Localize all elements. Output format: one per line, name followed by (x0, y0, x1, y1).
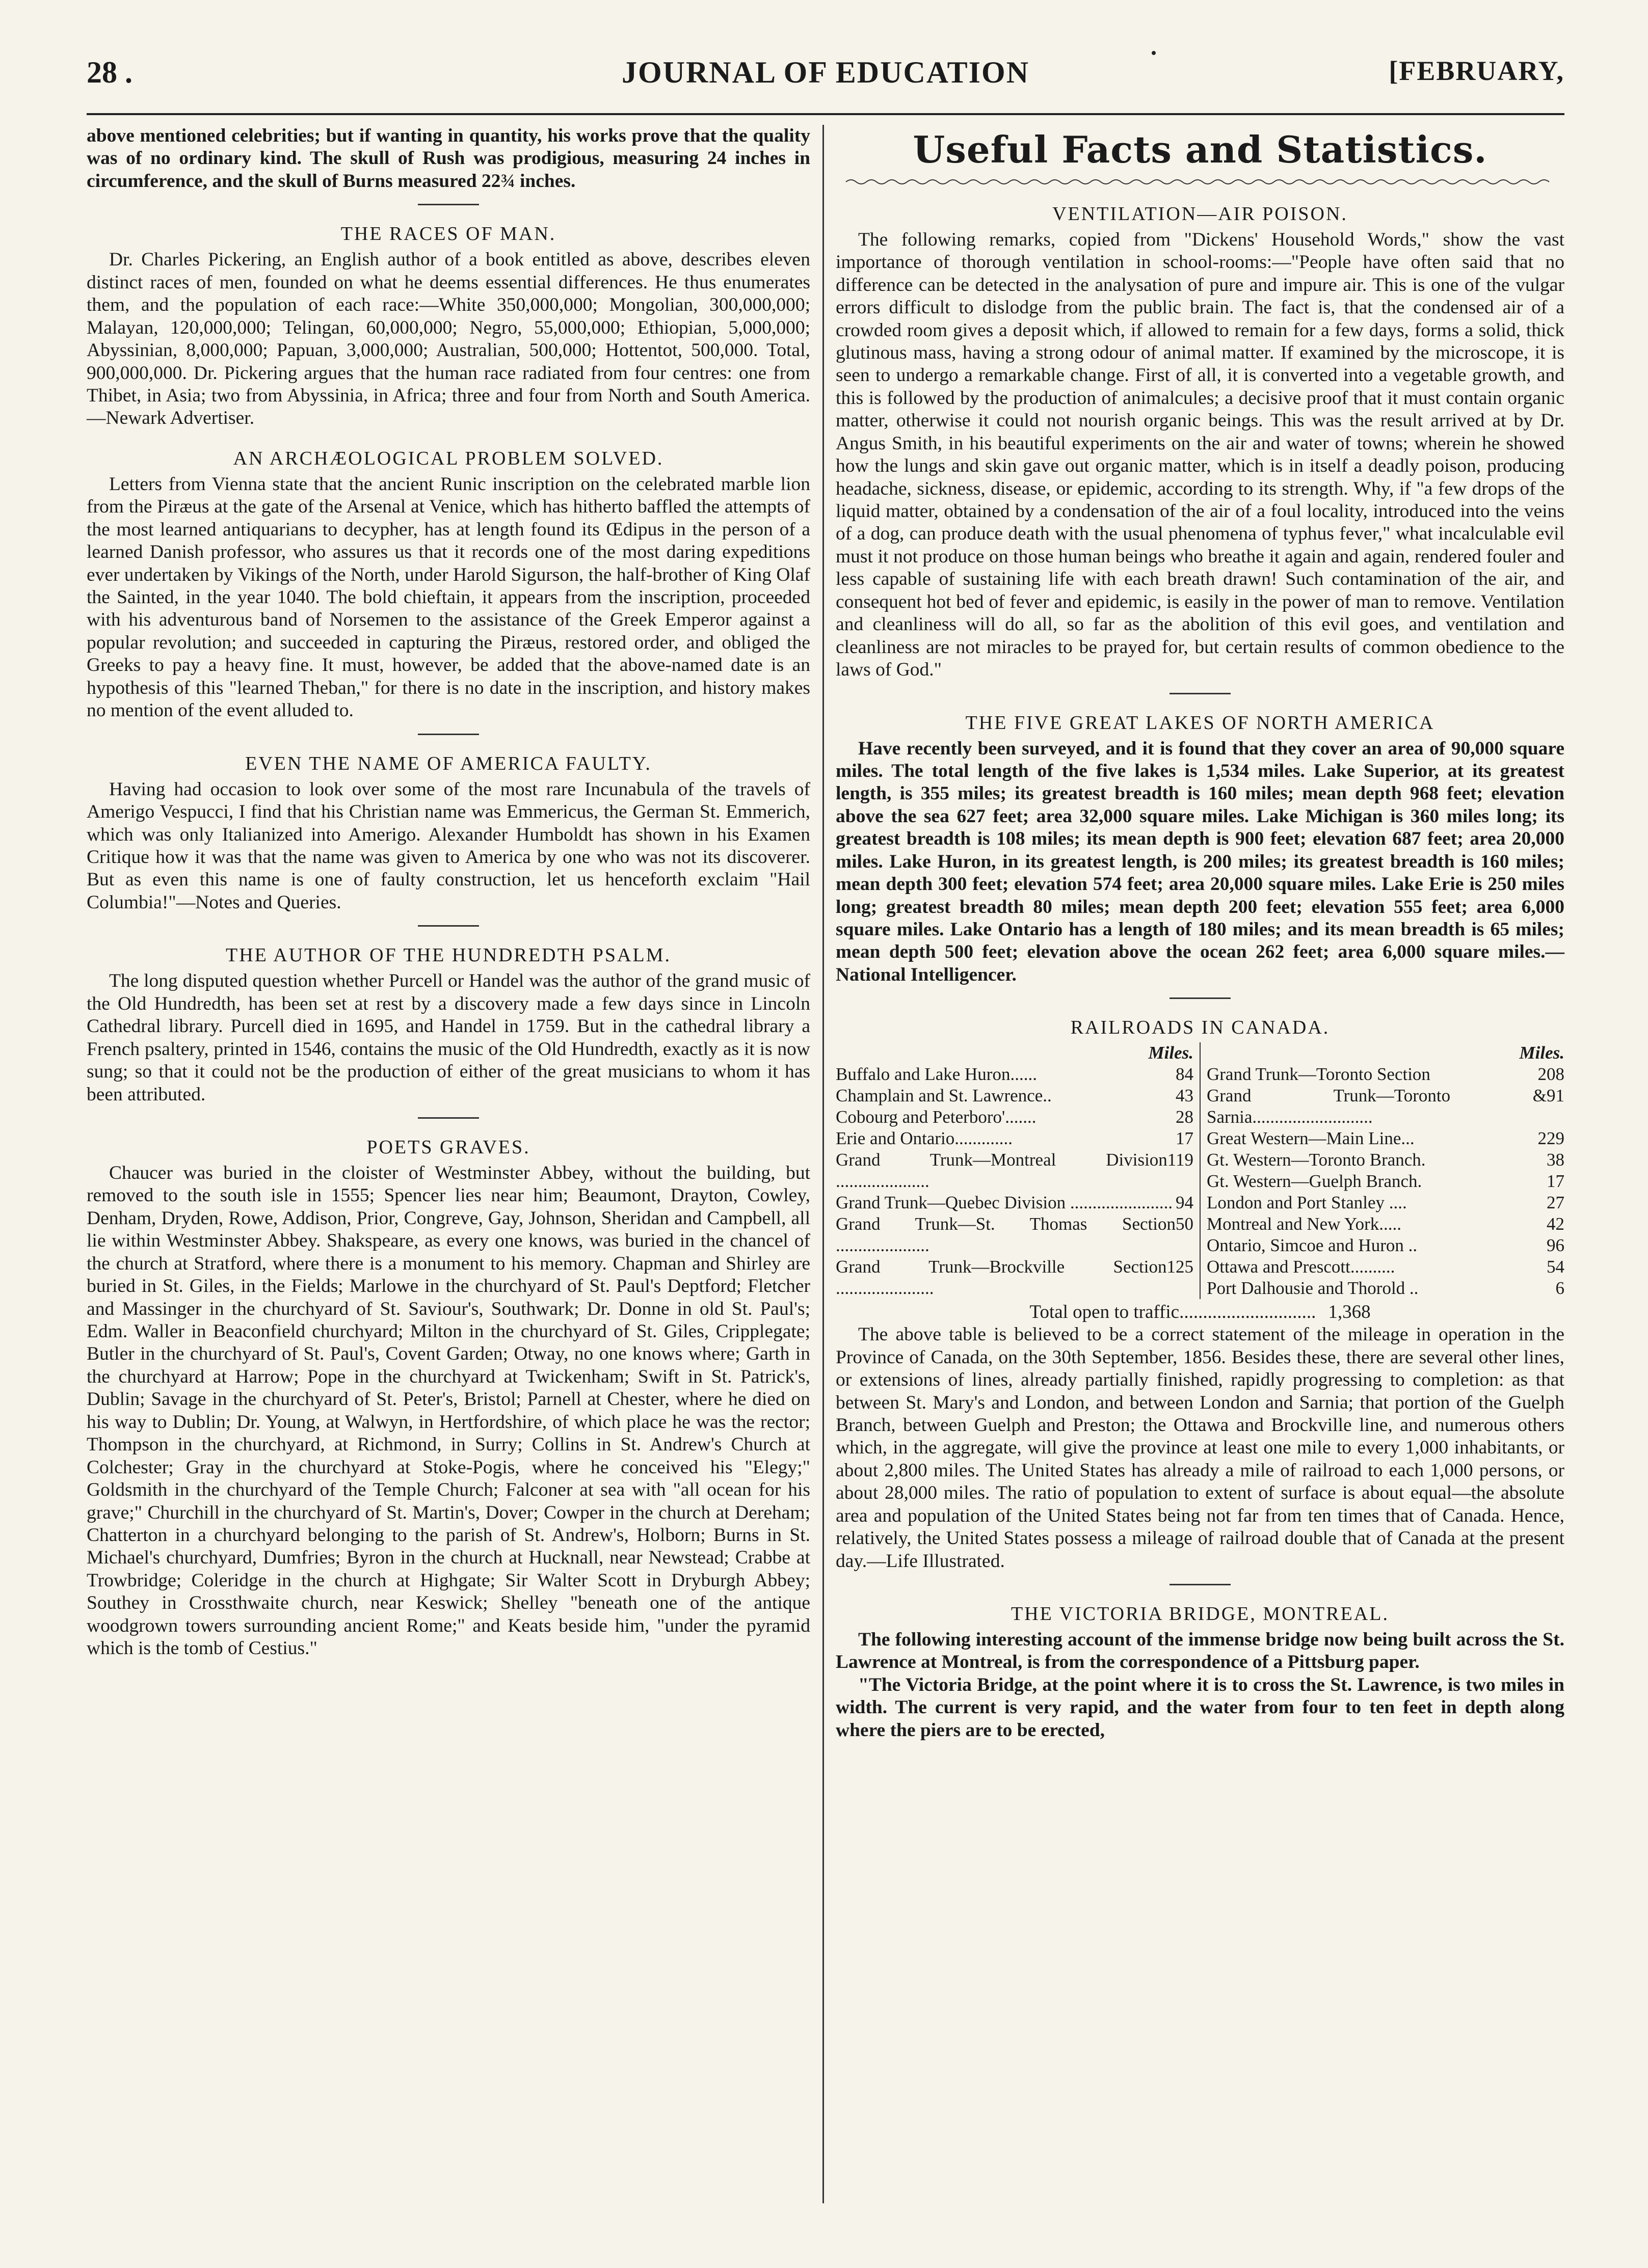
railroad-row (1207, 1171, 1564, 1192)
railroad-miles: 17 (1547, 1171, 1564, 1192)
separator (418, 204, 479, 205)
railroad-name: Port Dalhousie and Thorold .. (1207, 1278, 1419, 1299)
railroad-row (836, 1128, 1193, 1149)
header-rule (87, 113, 1564, 115)
railroad-name: Ontario, Simcoe and Huron .. (1207, 1235, 1418, 1256)
railroad-row (836, 1192, 1193, 1213)
railroads-table-right (1201, 1042, 1564, 1299)
railroad-row (1207, 1278, 1564, 1299)
railroad-name: Erie and Ontario............. (836, 1128, 1013, 1149)
railroad-miles: 6 (1555, 1278, 1564, 1299)
railroad-name: Grand Trunk—Montreal Division ..................... (836, 1150, 1167, 1192)
railroad-miles: 229 (1537, 1128, 1564, 1149)
left-column (87, 125, 810, 1660)
railroad-name: Champlain and St. Lawrence.. (836, 1086, 1052, 1106)
archaeology-heading: AN ARCHÆOLOGICAL PROBLEM SOLVED. (233, 447, 664, 469)
separator (418, 925, 479, 927)
railroad-row (1207, 1085, 1564, 1128)
poets-body: Chaucer was buried in the cloister of Westminster Abbey, without the building, but removed to the south isle in 1555; Spencer lies near him; Beaumont, Drayton, Cowley, Denham, Dryden, Rowe, Addison, Prior, Congreve, Gay, Johnson, Sheridan and Campbell, all lie within Westminster Abbey. Shakspeare, as every one knows, was buried in the chancel of the church at Stratford, where there is a monument to his memory. Chapman and Shirley are buried in St. Giles, in the Fields; Marlowe in the churchyard of St. Paul's Deptford; Fletcher and Massinger in the churchyard of St. Saviour's, Southwark; Dr. Donne in old St. Paul's; Edm. Waller in Beaconfield churchyard; Milton in the churchyard of St. Giles, Cripplegate; Butler in the churchyard of St. Paul's, Covent Garden; Otway, no one knows where; Garth in the churchyard at Harrow; Pope in the churchyard at Twickenham; Swift in St. Patrick's, Dublin; Savage in the churchyard of St. Peter's, Bristol; Parnell at Chester, where he died on his way to Dublin; Dr. Young, at Walwyn, in Hertfordshire, of which place he was the rector; Thompson in the churchyard, at Richmond, in Surry; Collins in St. Andrew's Church at Colchester; Gray in the churchyard at Stoke-Pogis, where he conceived his "Elegy;" Goldsmith in the churchyard of the Temple Church; Falconer at sea with "all ocean for his grave;" Churchill in the churchyard of St. Martin's, Dover; Cowper in the church at Dereham; Chatterton in a churchyard belonging to the parish of St. Andrew's, Holborn; Burns in St. Michael's churchyard, Dumfries; Byron in the church at Hucknall, near Newstead; Crabbe at Trowbridge; Coleridge in the church at Highgate; Sir Walter Scott in Dryburgh Abbey; Southey in Crossthwaite church, near Keswick; Shelley "beneath one of the antique woodgrown towers surrounding ancient Rome;" and Keats beside him, "under the pyramid which is the tomb of Cestius." (87, 1162, 810, 1659)
railroad-miles: 96 (1547, 1235, 1564, 1256)
railroads-table (836, 1042, 1564, 1299)
races-body: Dr. Charles Pickering, an English author of a book entitled as above, describes eleven distinct races of men, founded on what he deems essential differences. He thus enumerates them, and the population of each race:—White 350,000,000; Mongolian, 300,000,000; Malayan, 120,000,000; Telingan, 60,000,000; Negro, 55,000,000; Ethiopian, 5,000,000; Abyssinian, 8,000,000; Papuan, 3,000,000; Australian, 500,000; Hottentot, 500,000. Total, 900,000,000. Dr. Pickering argues that the human race radiated from four centres: one from Thibet, in Asia; two from Abyssinia, in Africa; three and four from North and South America.—Newark Advertiser. (87, 249, 810, 429)
railroad-miles: 94 (1176, 1193, 1193, 1213)
railroad-row (836, 1256, 1193, 1299)
railroad-miles: 17 (1176, 1128, 1193, 1149)
print-speck (1152, 51, 1156, 55)
archaeology-body: Letters from Vienna state that the ancient Runic inscription on the celebrated marble lion from the Piræus at the gate of the Arsenal at Venice, which has hitherto baffled the attempts of the most learned antiquarians to decypher, has at length found its Œdipus in the person of a learned Danish professor, who assures us that it records one of the most daring expeditions ever undertaken by Vikings of the North, under Harold Sigurson, the half-brother of King Olaf the Sainted, in the year 1040. The bold chieftain, it appears from the inscription, proceeded with his adventurous band of Norsemen to the assistance of the Greek Emperor against a popular revolution; and succeeded in capturing the Piræus, restored order, and obliged the Greeks to pay a heavy fine. It must, however, be added that the above-named date is an hypothesis of this "learned Theban," for there is no date in the inscription, and history makes no mention of the event alluded to. (87, 473, 810, 721)
railroad-row (836, 1106, 1193, 1128)
railroad-miles: 91 (1547, 1086, 1564, 1106)
railroad-name: Grand Trunk—Brockville Section ...................... (836, 1257, 1167, 1299)
railroad-row (1207, 1256, 1564, 1278)
column-divider (822, 125, 824, 2203)
psalm-heading: THE AUTHOR OF THE HUNDREDTH PSALM. (226, 944, 671, 966)
railroads-body: The above table is believed to be a correct statement of the mileage in operation in the Province of Canada, on the 30th September, 1856. Besides these, there are several other lines, or extensions of lines, already partially finished, rapidly progressing to completion: as that between St. Mary's and London, and between London and Sarnia; that portion of the Guelph Branch, between Guelph and Preston; the Ottawa and Brockville line, and numerous others which, in the aggregate, will give the province at least one mile to every 1,000 inhabitants, or about 2,800 miles. The United States has already a mile of railroad to each 1,000 persons, or about 28,000 miles. The ratio of population to extent of surface is about equal—the absolute area and population of the United States being not far from ten times that of Canada. Hence, relatively, the United States possess a mileage of railroad double that of Canada at the present day.—Life Illustrated. (836, 1324, 1564, 1572)
poets-heading: POETS GRAVES. (366, 1136, 530, 1158)
railroads-heading: RAILROADS IN CANADA. (1070, 1017, 1330, 1039)
races-heading: THE RACES OF MAN. (340, 223, 556, 245)
railroad-name: Gt. Western—Toronto Branch. (1207, 1150, 1426, 1170)
railroad-name: Grand Trunk—Toronto Section (1207, 1064, 1430, 1085)
railroad-name: Cobourg and Peterboro'....... (836, 1107, 1036, 1127)
total-label: Total open to traffic............................. (1029, 1302, 1316, 1323)
separator (1169, 1584, 1231, 1585)
separator (1169, 997, 1231, 999)
railroad-miles: 54 (1547, 1257, 1564, 1277)
issue-month: [FEBRUARY, (1389, 56, 1564, 86)
railroad-row (836, 1213, 1193, 1256)
separator (418, 734, 479, 735)
miles-header: Miles. (1148, 1043, 1193, 1063)
railroad-miles: 42 (1547, 1214, 1564, 1234)
ventilation-body: The following remarks, copied from "Dickens' Household Words," show the vast importance of thorough ventilation in school-rooms:—"People have often said that no difference can be detected in the analysation of pure and impure air. This is one of the vulgar errors difficult to dislodge from the public brain. The fact is, that the condensed air of a crowded room gives a deposit which, if allowed to remain for a few days, forms a solid, thick glutinous mass, having a strong odour of animal matter. If examined by the microscope, it is seen to undergo a remarkable change. First of all, it is converted into a vegetable growth, and this is followed by the production of animalcules; a decisive proof that it must contain organic matter, otherwise it could not nourish organic beings. This was the result arrived at by Dr. Angus Smith, in his beautiful experiments on the air and water of towns; wherein he showed how the lungs and skin gave out organic matter, which is in itself a deadly poison, producing headache, sickness, disease, or epidemic, according to its strength. Why, if "a few drops of the liquid matter, obtained by a condensation of the air of a foul locality, introduced into the veins of a dog, can produce death with the usual phenomena of typhus fever," what incalculable evil must it not produce on those human beings who breathe it again and again, rendered fouler and less capable of sustaining life with each breath drawn! Such contamination of the air, and consequent hot bed of fever and epidemic, is easily in the power of man to remove. Ventilation and cleanliness will do all, so far as the abolition of this evil goes, and ventilation and cleanliness are not miracles to be prayed for, but certain results of common obedience to the laws of God." (836, 229, 1564, 681)
miles-header: Miles. (1519, 1043, 1564, 1063)
journal-title: JOURNAL OF EDUCATION (621, 56, 1030, 89)
lakes-body: Have recently been surveyed, and it is found that they cover an area of 90,000 square miles. The total length of the five lakes is 1,534 miles. Lake Superior, at its greatest length, is 355 miles; its greatest breadth is 160 miles; mean depth 968 feet; elevation above the sea 627 feet; area 32,000 square miles. Lake Michigan is 360 miles long; its greatest breadth is 108 miles; its mean depth is 900 feet; elevation 687 feet; area 20,000 miles. Lake Huron, in its greatest length, is 200 miles; its greatest breadth is 160 miles; mean depth 300 feet; elevation 574 feet; area 20,000 square miles. Lake Erie is 250 miles long; greatest breadth 80 miles; mean depth 200 feet; elevation 555 feet; area 6,000 square miles. Lake Ontario has a length of 180 miles; and its mean breadth is 65 miles; mean depth 500 feet; elevation above the ocean 262 feet; area 6,000 square miles.—National Intelligencer. (836, 738, 1564, 985)
railroad-miles: 28 (1176, 1107, 1193, 1127)
lakes-heading: THE FIVE GREAT LAKES OF NORTH AMERICA (965, 712, 1435, 734)
railroad-row (836, 1149, 1193, 1192)
psalm-body: The long disputed question whether Purcell or Handel was the author of the grand music of the Old Hundredth, has been set at rest by a discovery made a few days since in Lincoln Cathedral library. Purcell died in 1695, and Handel in 1759. But in the cathedral library a French psaltery, printed in 1546, contains the music of the Old Hundredth, exactly as it is now sung; so that it could not be the production of either of the great musicians to whom it has been attributed. (87, 970, 810, 1105)
railroad-miles: 208 (1537, 1064, 1564, 1085)
page-number: 28 . (87, 56, 132, 89)
america-heading: EVEN THE NAME OF AMERICA FAULTY. (245, 752, 652, 774)
railroad-name: Gt. Western—Guelph Branch. (1207, 1171, 1422, 1192)
running-head (87, 55, 1564, 101)
total-value: 1,368 (1328, 1302, 1371, 1323)
railroad-name: London and Port Stanley .... (1207, 1193, 1407, 1213)
section-title: Useful Facts and Statistics. (913, 128, 1487, 171)
railroad-name: Montreal and New York..... (1207, 1214, 1402, 1234)
railroad-row (836, 1085, 1193, 1106)
railroad-name: Grand Trunk—St. Thomas Section ..................... (836, 1214, 1176, 1256)
railroad-miles: 43 (1176, 1086, 1193, 1106)
railroads-total (836, 1301, 1564, 1324)
railroad-row (1207, 1128, 1564, 1149)
railroad-row (1207, 1064, 1564, 1085)
railroad-row (1207, 1213, 1564, 1235)
railroad-name: Ottawa and Prescott.......... (1207, 1257, 1395, 1277)
railroad-miles: 50 (1176, 1214, 1193, 1234)
railroad-row (1207, 1235, 1564, 1256)
railroad-name: Buffalo and Lake Huron...... (836, 1064, 1037, 1085)
right-column (836, 125, 1564, 1742)
railroad-miles: 125 (1166, 1257, 1193, 1277)
intro-paragraph: above mentioned celebrities; but if wanting in quantity, his works prove that the quality was of no ordinary kind. The skull of Rush was prodigious, measuring 24 inches in circumference, and the skull of Burns measured 22¾ inches. (87, 125, 810, 192)
bridge-heading: THE VICTORIA BRIDGE, MONTREAL. (1011, 1603, 1389, 1625)
separator (1169, 693, 1231, 694)
railroad-name: Great Western—Main Line... (1207, 1128, 1415, 1149)
railroad-name: Grand Trunk—Quebec Division ....................... (836, 1193, 1173, 1213)
america-body: Having had occasion to look over some of the most rare Incunabula of the travels of Amerigo Vespucci, I find that his Christian name was Emmericus, the German St. Emmerich, which was only Italianized into Amerigo. Alexander Humboldt has shown in his Examen Critique how it was that the name was given to America by one who was not its discoverer. But as even this name is one of faulty construction, let us henceforth exclaim "Hail Columbia!"—Notes and Queries. (87, 778, 810, 913)
railroad-row (836, 1064, 1193, 1085)
railroad-name: Grand Trunk—Toronto & Sarnia........................... (1207, 1086, 1547, 1127)
railroad-miles: 38 (1547, 1150, 1564, 1170)
railroads-table-left (836, 1042, 1201, 1299)
bridge-body-intro: The following interesting account of the immense bridge now being built across the St. Lawrence at Montreal, is from the correspondence of a Pittsburg paper. (836, 1629, 1564, 1673)
separator (418, 1117, 479, 1119)
railroad-row (1207, 1192, 1564, 1213)
railroad-miles: 84 (1176, 1064, 1193, 1085)
railroad-miles: 119 (1167, 1150, 1193, 1170)
ventilation-heading: VENTILATION—AIR POISON. (1052, 203, 1348, 225)
railroad-row (1207, 1149, 1564, 1171)
bridge-body-quote: "The Victoria Bridge, at the point where it is to cross the St. Lawrence, is two miles in width. The current is very rapid, and the water from four to ten feet in depth along where the piers are to be erected, (836, 1674, 1564, 1741)
ornamental-rule (836, 176, 1564, 187)
railroad-miles: 27 (1547, 1193, 1564, 1213)
